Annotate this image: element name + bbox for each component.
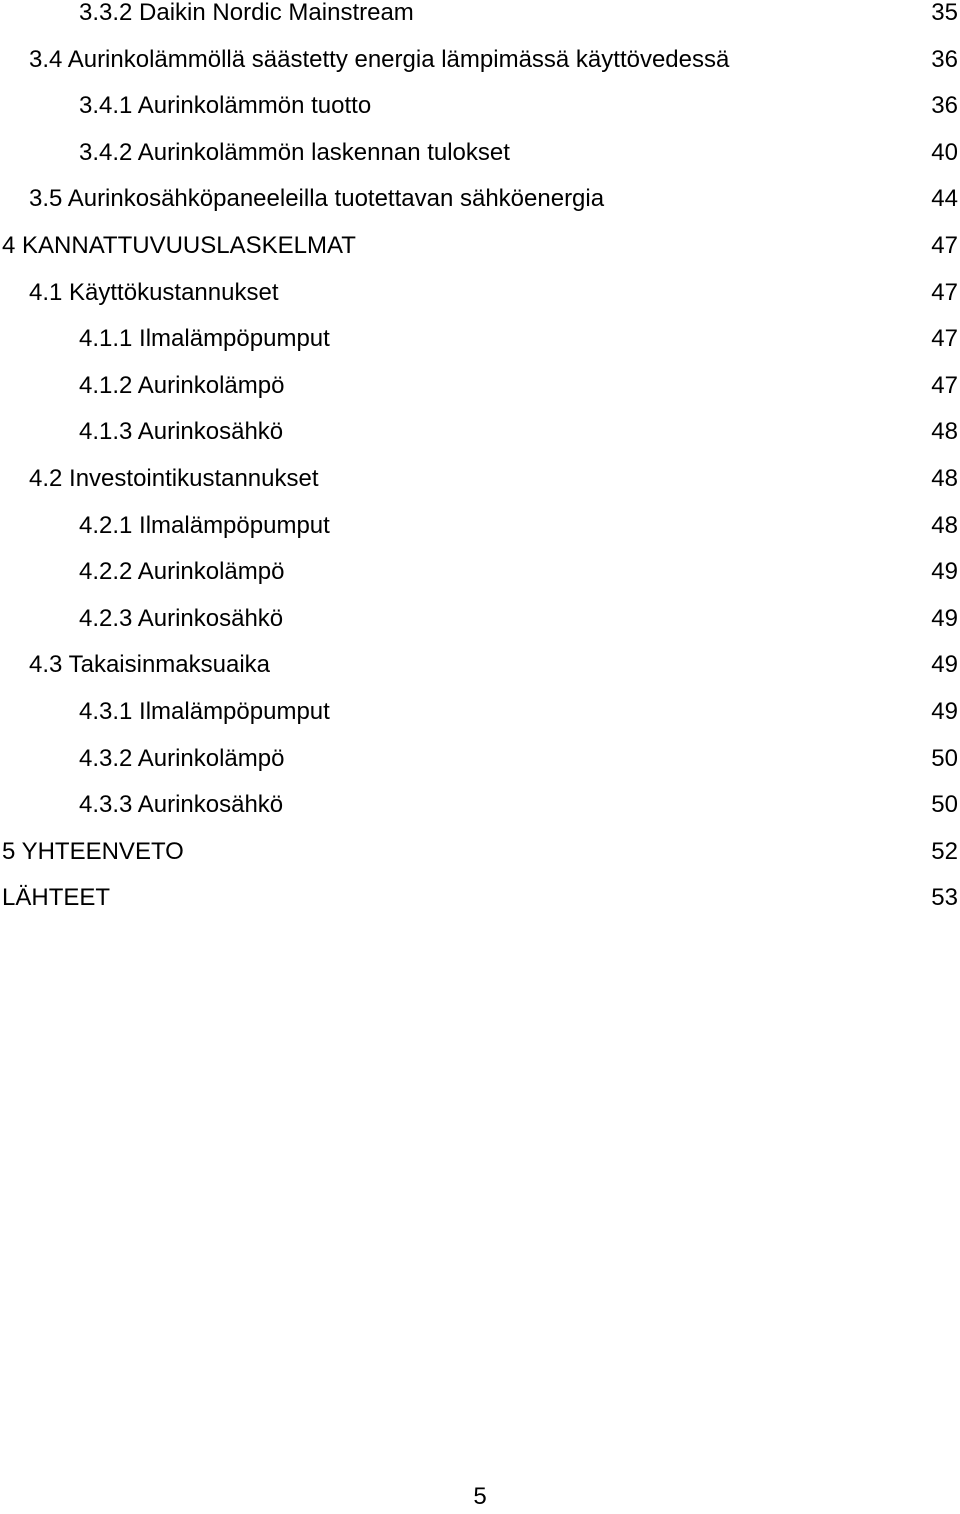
toc-entry[interactable] [0, 229, 960, 263]
toc-entry-page-number: 36 [931, 92, 958, 120]
toc-entry-page-number: 47 [931, 232, 958, 259]
toc-entry[interactable] [0, 788, 960, 822]
toc-entry-page-number: 49 [931, 558, 958, 586]
toc-entry[interactable] [0, 0, 960, 30]
toc-entry-page-number: 49 [931, 698, 958, 725]
toc-entry[interactable] [0, 462, 960, 496]
toc-entry-title: 4.3.3 Aurinkosähkö [79, 791, 284, 819]
toc-entry-page-number: 52 [931, 837, 958, 865]
toc-entry-page-number: 44 [931, 185, 958, 213]
toc-entry[interactable] [0, 182, 960, 216]
toc-entry[interactable] [0, 369, 960, 403]
toc-entry-page-number: 40 [931, 138, 958, 166]
toc-entry-title: 4.2 Investointikustannukset [29, 465, 319, 492]
toc-entry-page-number: 49 [931, 651, 958, 679]
toc-entry-title: 4 KANNATTUVUUSLASKELMAT [2, 232, 356, 259]
toc-entry-title: 4.3.2 Aurinkolämpö [79, 744, 285, 772]
toc-entry-page-number: 48 [931, 511, 958, 539]
toc-entry-title: 4.1.2 Aurinkolämpö [79, 371, 285, 399]
toc-entry[interactable] [0, 136, 960, 170]
toc-entry-title: 4.2.1 Ilmalämpöpumput [79, 511, 330, 539]
toc-entry-page-number: 48 [931, 465, 958, 492]
toc-entry-page-number: 47 [931, 371, 958, 399]
toc-entry-title: 4.3.1 Ilmalämpöpumput [79, 698, 330, 725]
toc-entry[interactable] [0, 276, 960, 310]
toc-entry-title: 4.1 Käyttökustannukset [29, 278, 279, 306]
toc-entry-title: 3.4.2 Aurinkolämmön laskennan tulokset [79, 138, 510, 166]
toc-entry-page-number: 50 [931, 744, 958, 772]
toc-entry-page-number: 35 [931, 0, 958, 26]
toc-entry[interactable] [0, 43, 960, 77]
toc-entry[interactable] [0, 509, 960, 543]
toc-entry[interactable] [0, 322, 960, 356]
toc-entry-page-number: 36 [931, 45, 958, 73]
toc-entry[interactable] [0, 881, 960, 915]
toc-entry[interactable] [0, 742, 960, 776]
toc-entry[interactable] [0, 415, 960, 449]
toc-entry-title: 4.1.1 Ilmalämpöpumput [79, 325, 330, 353]
toc-entry-page-number: 49 [931, 604, 958, 632]
toc-entry[interactable] [0, 648, 960, 682]
toc-entry-title: 4.3 Takaisinmaksuaika [29, 651, 271, 679]
page-number: 5 [473, 1483, 487, 1510]
toc-entry[interactable] [0, 89, 960, 123]
toc-entry-page-number: 53 [931, 884, 958, 912]
toc-entry[interactable] [0, 555, 960, 589]
toc-entry-title: 5 YHTEENVETO [2, 837, 184, 865]
toc-entry-title: LÄHTEET [2, 884, 111, 912]
toc-entry[interactable] [0, 835, 960, 869]
toc-entry[interactable] [0, 602, 960, 636]
toc-entry-title: 3.4.1 Aurinkolämmön tuotto [79, 92, 372, 120]
toc-entry-page-number: 47 [931, 325, 958, 353]
toc-entry-page-number: 50 [931, 791, 958, 819]
toc-entry-title: 4.1.3 Aurinkosähkö [79, 418, 284, 446]
toc-entry-page-number: 48 [931, 418, 958, 446]
toc-entry[interactable] [0, 695, 960, 729]
toc-entry-page-number: 47 [931, 278, 958, 306]
toc-entry-title: 4.2.3 Aurinkosähkö [79, 604, 284, 632]
toc-entry-title: 4.2.2 Aurinkolämpö [79, 558, 285, 586]
toc-entry-title: 3.3.2 Daikin Nordic Mainstream [79, 0, 414, 26]
toc-entry-title: 3.5 Aurinkosähköpaneeleilla tuotettavan sähköenergia [29, 185, 605, 213]
toc-entry-title: 3.4 Aurinkolämmöllä säästetty energia lämpimässä käyttövedessä [29, 45, 730, 73]
